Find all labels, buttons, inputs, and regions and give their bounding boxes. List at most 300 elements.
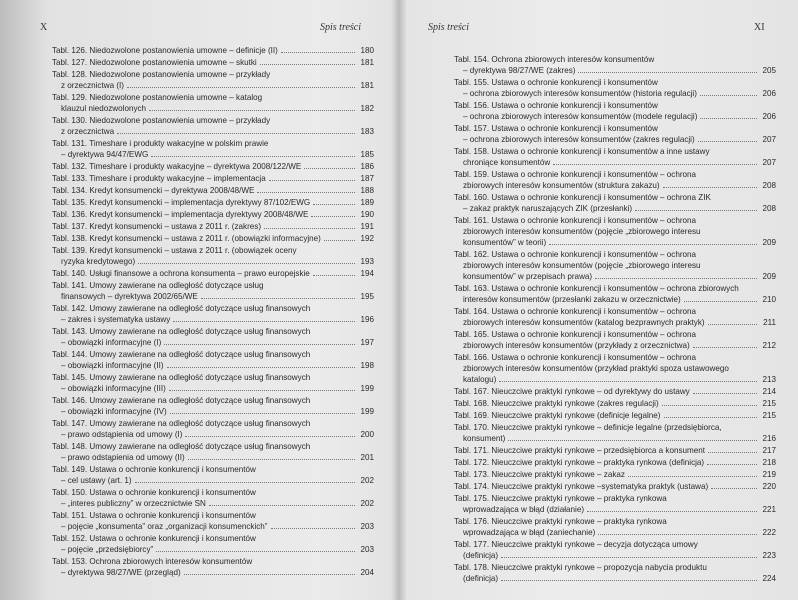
toc-entry [52, 173, 374, 184]
toc-entry-line [454, 203, 776, 214]
toc-entry-line [52, 383, 374, 394]
toc-page-number: 221 [762, 505, 776, 514]
toc-entry-title: z orzecznictwa [61, 127, 115, 136]
dot-leader [553, 164, 757, 165]
toc-entry-title: Tabl. 138. Kredyt konsumencki – ustawa z 2011 r. (obowiązki informacyjne) [52, 234, 321, 243]
toc-entry [454, 422, 776, 444]
dot-leader [693, 393, 757, 394]
toc-entry-line [52, 209, 374, 220]
toc-entry-title: Tabl. 144. Umowy zawierane na odległość dotyczące usług finansowych [52, 350, 311, 359]
dot-leader [501, 580, 757, 581]
toc-entry-line [454, 527, 776, 538]
toc-entry-title: Tabl. 142. Umowy zawierane na odległość dotyczące usług finansowych [52, 304, 311, 313]
toc-entry-title: Tabl. 159. Ustawa o ochronie konkurencji i konsumentów – ochrona [454, 170, 697, 179]
dot-leader [149, 110, 355, 111]
toc-entry-line [52, 349, 374, 360]
toc-entry-line [454, 340, 776, 351]
toc-entry-line [454, 226, 776, 237]
dot-leader [708, 324, 757, 325]
toc-entry [52, 326, 374, 348]
toc-entry-line [52, 69, 374, 80]
toc-page-number: 204 [360, 568, 374, 577]
toc-entry-line [454, 146, 776, 157]
toc-entry-line [454, 100, 776, 111]
toc-entry-title: Tabl. 174. Nieuczciwe praktyki rynkowe –systematyka praktyk (ustawa) [454, 482, 709, 491]
toc-entry-title: Tabl. 135. Kredyt konsumencki – implementacja dyrektywy 87/102/EWG [52, 198, 311, 207]
dot-leader [711, 488, 757, 489]
toc-page-number: 206 [762, 89, 776, 98]
toc-entry-title: Tabl. 170. Nieuczciwe praktyki rynkowe – definicje legalne (przedsiębiorca, [454, 423, 722, 432]
toc-page-number: 185 [360, 150, 374, 159]
toc-entry-line [52, 441, 374, 452]
toc-entry-title: Tabl. 177. Nieuczciwe praktyki rynkowe – decyzja dotycząca umowy [454, 540, 698, 549]
toc-entry-line [52, 406, 374, 417]
toc-entry-line [52, 161, 374, 172]
toc-entry-title: zbiorowych interesów konsumentów (przykłady z orzecznictwa) [463, 341, 690, 350]
dot-leader [138, 263, 355, 264]
toc-page-number: 189 [360, 198, 374, 207]
dot-leader [662, 405, 757, 406]
toc-page-number: 215 [762, 411, 776, 420]
toc-entry [454, 539, 776, 561]
toc-entry-line [52, 126, 374, 137]
toc-page-number: 219 [762, 470, 776, 479]
dot-leader [700, 95, 757, 96]
toc-page-number: 215 [762, 399, 776, 408]
toc-entry-title: Tabl. 150. Ustawa o ochronie konkurencji i konsumentów [52, 488, 256, 497]
toc-entry [52, 245, 374, 267]
toc-entry-title: – pojęcie „przedsiębiorcy” [61, 545, 154, 554]
left-page [0, 0, 398, 600]
toc-entry-title: – prawo odstąpienia od umowy (I) [61, 430, 183, 439]
dot-leader [170, 413, 355, 414]
toc-entry-line [52, 45, 374, 56]
toc-entry-title: – „interes publiczny” w orzecznictwie SN [61, 499, 206, 508]
toc-entry [454, 481, 776, 492]
dot-leader [304, 168, 355, 169]
toc-entry-line [454, 123, 776, 134]
toc-entry-line [454, 539, 776, 550]
toc-entry-line [454, 169, 776, 180]
toc-entry [454, 77, 776, 99]
toc-page-number: 209 [762, 272, 776, 281]
dot-leader [499, 381, 757, 382]
toc-entry-title: zbiorowych interesów konsumentów (katalog bezprawnych praktyk) [463, 318, 705, 327]
toc-page-number: 180 [360, 46, 374, 55]
toc-entry-line [454, 374, 776, 385]
toc-entry-title: zbiorowych interesów konsumentów (pojęcie „zbiorowego interesu [463, 227, 701, 236]
toc-page-number: 211 [763, 318, 776, 327]
dot-leader [578, 72, 757, 73]
toc-entry-line [52, 57, 374, 68]
toc-entry-title: – dyrektywa 98/27/WE (zakres) [463, 66, 576, 75]
dot-leader [117, 133, 355, 134]
toc-entry-title: klauzul niedozwolonych [61, 104, 147, 113]
toc-page-number: 186 [360, 162, 374, 171]
toc-entry-line [52, 291, 374, 302]
dot-leader [264, 228, 355, 229]
toc-entry-line [454, 386, 776, 397]
toc-entry-title: Tabl. 152. Ustawa o ochronie konkurencji i konsumentów [52, 534, 256, 543]
toc-entry-title: Tabl. 127. Niedozwolone postanowienia umowne – skutki [52, 58, 257, 67]
toc-entry-line [52, 80, 374, 91]
toc-entry-line [52, 487, 374, 498]
toc-entry-title: Tabl. 137. Kredyt konsumencki – ustawa z 2011 r. (zakres) [52, 222, 262, 231]
toc-entry [52, 209, 374, 220]
toc-page-number: 190 [360, 210, 374, 219]
toc-entry [454, 100, 776, 122]
toc-page-number: 181 [360, 81, 374, 90]
toc-entry-line [454, 352, 776, 363]
toc-entry-title: Tabl. 136. Kredyt konsumencki – implementacja dyrektywy 2008/48/WE [52, 210, 309, 219]
left-running-title: Spis treści [320, 22, 362, 33]
toc-entry-line [454, 54, 776, 65]
toc-page-number: 224 [762, 574, 776, 583]
toc-entry-line [52, 92, 374, 103]
toc-entry-line [52, 149, 374, 160]
toc-page-number: 207 [762, 135, 776, 144]
toc-entry-title: Tabl. 176. Nieuczciwe praktyki rynkowe – praktyka rynkowa [454, 517, 667, 526]
toc-entry [52, 418, 374, 440]
toc-entry-line [454, 134, 776, 145]
toc-entry-line [454, 157, 776, 168]
toc-entry-title: wprowadzająca w błąd (działanie) [463, 505, 585, 514]
toc-page-number: 207 [762, 158, 776, 167]
toc-entry-title: Tabl. 166. Ustawa o ochronie konkurencji i konsumentów – ochrona [454, 353, 697, 362]
toc-page-number: 196 [360, 315, 374, 324]
toc-page-number: 181 [360, 58, 374, 67]
toc-entry [454, 493, 776, 515]
toc-entry-line [52, 337, 374, 348]
toc-entry [454, 54, 776, 76]
toc-entry-title: Tabl. 130. Niedozwolone postanowienia umowne – przykłady [52, 116, 271, 125]
toc-entry-line [52, 256, 374, 267]
toc-entry-line [454, 294, 776, 305]
dot-leader [664, 417, 758, 418]
dot-leader [169, 390, 355, 391]
toc-page-number: 203 [360, 545, 374, 554]
right-page [400, 0, 798, 600]
toc-entry-line [52, 280, 374, 291]
toc-entry-title: zbiorowych interesów konsumentów (pojęcie „zbiorowego interesu [463, 261, 701, 270]
toc-entry-title: Tabl. 149. Ustawa o ochronie konkurencji i konsumentów [52, 465, 256, 474]
toc-entry-line [52, 521, 374, 532]
right-page-number: XI [754, 22, 765, 33]
dot-leader [271, 528, 356, 529]
toc-entry-line [52, 326, 374, 337]
toc-entry-title: Tabl. 134. Kredyt konsumencki – dyrektywa 2008/48/WE [52, 186, 255, 195]
dot-leader [628, 476, 757, 477]
toc-entry-title: Tabl. 128. Niedozwolone postanowienia umowne – przykłady [52, 70, 271, 79]
toc-entry-title: ryzyka kredytowego) [61, 257, 136, 266]
toc-entry-line [454, 422, 776, 433]
toc-page-number: 213 [762, 375, 776, 384]
toc-entry-line [454, 573, 776, 584]
toc-entry-line [52, 314, 374, 325]
toc-page-number: 193 [360, 257, 374, 266]
toc-page-number: 202 [360, 499, 374, 508]
toc-entry-title: Tabl. 129. Niedozwolone postanowienia umowne – katalog [52, 93, 263, 102]
toc-entry [454, 283, 776, 305]
toc-entry-line [454, 65, 776, 76]
toc-entry-line [454, 516, 776, 527]
toc-page-number: 208 [762, 181, 776, 190]
toc-entry-title: Tabl. 153. Ochrona zbiorowych interesów konsumentów [52, 557, 253, 566]
toc-entry [454, 352, 776, 385]
toc-page-number: 220 [762, 482, 776, 491]
toc-page-number: 199 [360, 407, 374, 416]
toc-entry-title: Tabl. 141. Umowy zawierane na odległość dotyczące usług [52, 281, 264, 290]
toc-entry-line [52, 360, 374, 371]
toc-page-number: 199 [360, 384, 374, 393]
toc-entry-title: finansowych – dyrektywa 2002/65/WE [61, 292, 198, 301]
dot-leader [260, 64, 355, 65]
toc-page-number: 192 [360, 234, 374, 243]
dot-leader [700, 118, 757, 119]
toc-page-number: 216 [762, 434, 776, 443]
toc-entry-title: konsumentów” w teorii) [463, 238, 547, 247]
toc-entry-title: Tabl. 133. Timeshare i produkty wakacyjne – implementacja [52, 174, 266, 183]
toc-entry [52, 349, 374, 371]
toc-entry [454, 562, 776, 584]
toc-entry-title: Tabl. 164. Ustawa o ochronie konkurencji i konsumentów – ochrona [454, 307, 697, 316]
toc-entry [52, 372, 374, 394]
toc-entry-title: – dyrektywa 98/27/WE (przegląd) [61, 568, 181, 577]
dot-leader [501, 557, 757, 558]
toc-page-number: 217 [762, 446, 776, 455]
toc-entry-line [454, 260, 776, 271]
toc-entry-title: Tabl. 139. Kredyt konsumencki – ustawa z 2011 r. (obowiązek oceny [52, 246, 297, 255]
toc-page-number: 205 [762, 66, 776, 75]
toc-entry-line [454, 493, 776, 504]
toc-entry-line [454, 457, 776, 468]
toc-entry [52, 395, 374, 417]
toc-entry-title: Tabl. 157. Ustawa o ochronie konkurencji i konsumentów [454, 124, 658, 133]
toc-entry-title: chroniące konsumentów [463, 158, 551, 167]
toc-entry-title: Tabl. 143. Umowy zawierane na odległość dotyczące usług finansowych [52, 327, 311, 336]
toc-page-number: 212 [762, 341, 776, 350]
dot-leader [184, 574, 355, 575]
toc-entry [52, 441, 374, 463]
toc-entry-line [52, 103, 374, 114]
toc-entry-line [52, 173, 374, 184]
dot-leader [257, 192, 355, 193]
toc-entry-line [454, 550, 776, 561]
toc-entry-line [52, 567, 374, 578]
toc-entry-title: z orzecznictwa (I) [61, 81, 124, 90]
toc-page-number: 198 [360, 361, 374, 370]
toc-entry-line [454, 192, 776, 203]
toc-entry [454, 169, 776, 191]
toc-entry-title: Tabl. 148. Umowy zawierane na odległość dotyczące usług finansowych [52, 442, 311, 451]
toc-entry-line [52, 233, 374, 244]
toc-page-number: 191 [360, 222, 374, 231]
toc-entry-title: Tabl. 175. Nieuczciwe praktyki rynkowe – praktyka rynkowa [454, 494, 667, 503]
toc-entry-title: Tabl. 154. Ochrona zbiorowych interesów konsumentów [454, 55, 655, 64]
dot-leader [135, 482, 355, 483]
toc-page-number: 188 [360, 186, 374, 195]
toc-entry-line [52, 115, 374, 126]
toc-entry-title: zbiorowych interesów konsumentów (przykład praktyki spoza ustawowego [463, 364, 729, 373]
toc-entry [52, 69, 374, 91]
toc-entry-line [52, 418, 374, 429]
toc-entry [454, 457, 776, 468]
toc-entry-line [454, 445, 776, 456]
dot-leader [269, 180, 355, 181]
toc-page-number: 197 [360, 338, 374, 347]
dot-leader [164, 344, 355, 345]
toc-page-number: 214 [762, 387, 776, 396]
toc-entry [52, 197, 374, 208]
toc-entry-line [454, 363, 776, 374]
toc-entry-title: Tabl. 169. Nieuczciwe praktyki rynkowe (definicje legalne) [454, 411, 661, 420]
toc-entry-line [52, 429, 374, 440]
toc-page-number: 195 [360, 292, 374, 301]
toc-entry-line [52, 138, 374, 149]
dot-leader [311, 216, 355, 217]
toc-entry-line [454, 215, 776, 226]
toc-entry [454, 445, 776, 456]
dot-leader [595, 278, 757, 279]
left-page-number: X [40, 22, 48, 33]
toc-entry [52, 510, 374, 532]
toc-entry-title: Tabl. 165. Ustawa o ochronie konkurencji i konsumentów – ochrona [454, 330, 697, 339]
toc-entry [454, 329, 776, 351]
toc-page-number: 194 [360, 269, 374, 278]
toc-entry-title: Tabl. 167. Nieuczciwe praktyki rynkowe – od dyrektywy do ustawy [454, 387, 690, 396]
toc-entry-line [454, 329, 776, 340]
toc-entry [52, 45, 374, 56]
toc-entry-line [52, 303, 374, 314]
toc-page-number: 222 [762, 528, 776, 537]
toc-entry-title: Tabl. 163. Ustawa o ochronie konkurencji i konsumentów – ochrona zbiorowych [454, 284, 739, 293]
toc-page-number: 182 [360, 104, 374, 113]
toc-page-number: 202 [360, 476, 374, 485]
toc-entry-title: – obowiązki informacyjne (III) [61, 384, 166, 393]
toc-list-right [454, 54, 776, 585]
toc-entry [52, 233, 374, 244]
toc-entry-line [454, 469, 776, 480]
dot-leader [188, 459, 355, 460]
toc-entry-title: Tabl. 161. Ustawa o ochronie konkurencji i konsumentów – ochrona [454, 216, 697, 225]
toc-entry-title: Tabl. 173. Nieuczciwe praktyki rynkowe – zakaz [454, 470, 625, 479]
toc-entry-line [454, 433, 776, 444]
toc-entry-line [454, 271, 776, 282]
toc-entry-title: Tabl. 126. Niedozwolone postanowienia umowne – definicje (II) [52, 46, 278, 55]
toc-entry-line [454, 306, 776, 317]
toc-entry-title: wprowadzająca w błąd (zaniechanie) [463, 528, 596, 537]
toc-entry [454, 410, 776, 421]
toc-entry-line [52, 197, 374, 208]
toc-page-number: 200 [360, 430, 374, 439]
toc-entry [52, 185, 374, 196]
toc-page-number: 223 [762, 551, 776, 560]
toc-entry-line [52, 510, 374, 521]
toc-entry [454, 249, 776, 282]
toc-page-number: 210 [762, 295, 776, 304]
toc-entry [52, 303, 374, 325]
toc-entry-line [454, 317, 776, 328]
toc-entry-line [454, 249, 776, 260]
toc-page-number: 201 [360, 453, 374, 462]
toc-entry-line [52, 544, 374, 555]
toc-list-left [52, 45, 374, 579]
right-running-title: Spis treści [428, 22, 470, 33]
dot-leader [663, 187, 757, 188]
dot-leader [167, 367, 355, 368]
toc-entry-line [52, 475, 374, 486]
toc-entry-title: Tabl. 158. Ustawa o ochronie konkurencji i konsumentów a inne ustawy [454, 147, 710, 156]
dot-leader [598, 534, 757, 535]
toc-entry [454, 469, 776, 480]
toc-entry-title: – ochrona zbiorowych interesów konsumentów (zakres regulacji) [463, 135, 695, 144]
toc-entry-line [52, 452, 374, 463]
toc-entry-title: katalogu) [463, 375, 497, 384]
toc-entry-line [454, 77, 776, 88]
toc-entry [52, 57, 374, 68]
dot-leader [587, 511, 757, 512]
toc-page-number: 183 [360, 127, 374, 136]
dot-leader [173, 321, 355, 322]
toc-entry [454, 386, 776, 397]
toc-entry-line [52, 372, 374, 383]
toc-entry-title: (definicja) [463, 574, 499, 583]
toc-entry-title: Tabl. 162. Ustawa o ochronie konkurencji i konsumentów – ochrona [454, 250, 697, 259]
toc-entry-title: Tabl. 146. Umowy zawierane na odległość dotyczące usług finansowych [52, 396, 311, 405]
toc-entry-line [454, 410, 776, 421]
toc-entry-title: (definicja) [463, 551, 499, 560]
toc-entry-title: – prawo odstąpienia od umowy (II) [61, 453, 185, 462]
toc-entry-line [454, 111, 776, 122]
toc-entry-title: Tabl. 151. Ustawa o ochronie konkurencji i konsumentów [52, 511, 256, 520]
toc-entry [52, 464, 374, 486]
toc-entry-title: Tabl. 156. Ustawa o ochronie konkurencji i konsumentów [454, 101, 658, 110]
toc-entry [52, 115, 374, 137]
toc-entry-title: – ochrona zbiorowych interesów konsumentów (modele regulacji) [463, 112, 698, 121]
toc-entry [52, 221, 374, 232]
toc-entry-line [52, 556, 374, 567]
toc-page-number: 208 [762, 204, 776, 213]
toc-entry [52, 280, 374, 302]
toc-entry-line [454, 180, 776, 191]
dot-leader [508, 440, 757, 441]
toc-entry [52, 92, 374, 114]
toc-entry-line [52, 498, 374, 509]
dot-leader [707, 464, 757, 465]
toc-entry [454, 215, 776, 248]
toc-entry [52, 533, 374, 555]
toc-entry-line [454, 398, 776, 409]
toc-entry-line [454, 237, 776, 248]
toc-entry-title: Tabl. 178. Nieuczciwe praktyki rynkowe – propozycja nabycia produktu [454, 563, 707, 572]
toc-entry [454, 146, 776, 168]
toc-entry-line [454, 88, 776, 99]
toc-entry-title: – cel ustawy (art. 1) [61, 476, 132, 485]
dot-leader [209, 505, 355, 506]
toc-entry-title: interesów konsumentów (przesłanki zakazu w orzecznictwie) [463, 295, 681, 304]
toc-entry-title: – dyrektywa 94/47/EWG [61, 150, 149, 159]
toc-page-number: 209 [762, 238, 776, 247]
toc-page-number: 187 [360, 174, 374, 183]
toc-page-number: 218 [762, 458, 776, 467]
toc-entry-line [454, 481, 776, 492]
toc-entry [454, 398, 776, 409]
dot-leader [313, 204, 355, 205]
toc-entry [52, 556, 374, 578]
toc-entry-title: Tabl. 140. Usługi finansowe a ochrona konsumenta – prawo europejskie [52, 269, 310, 278]
dot-leader [698, 141, 757, 142]
toc-entry-line [52, 464, 374, 475]
